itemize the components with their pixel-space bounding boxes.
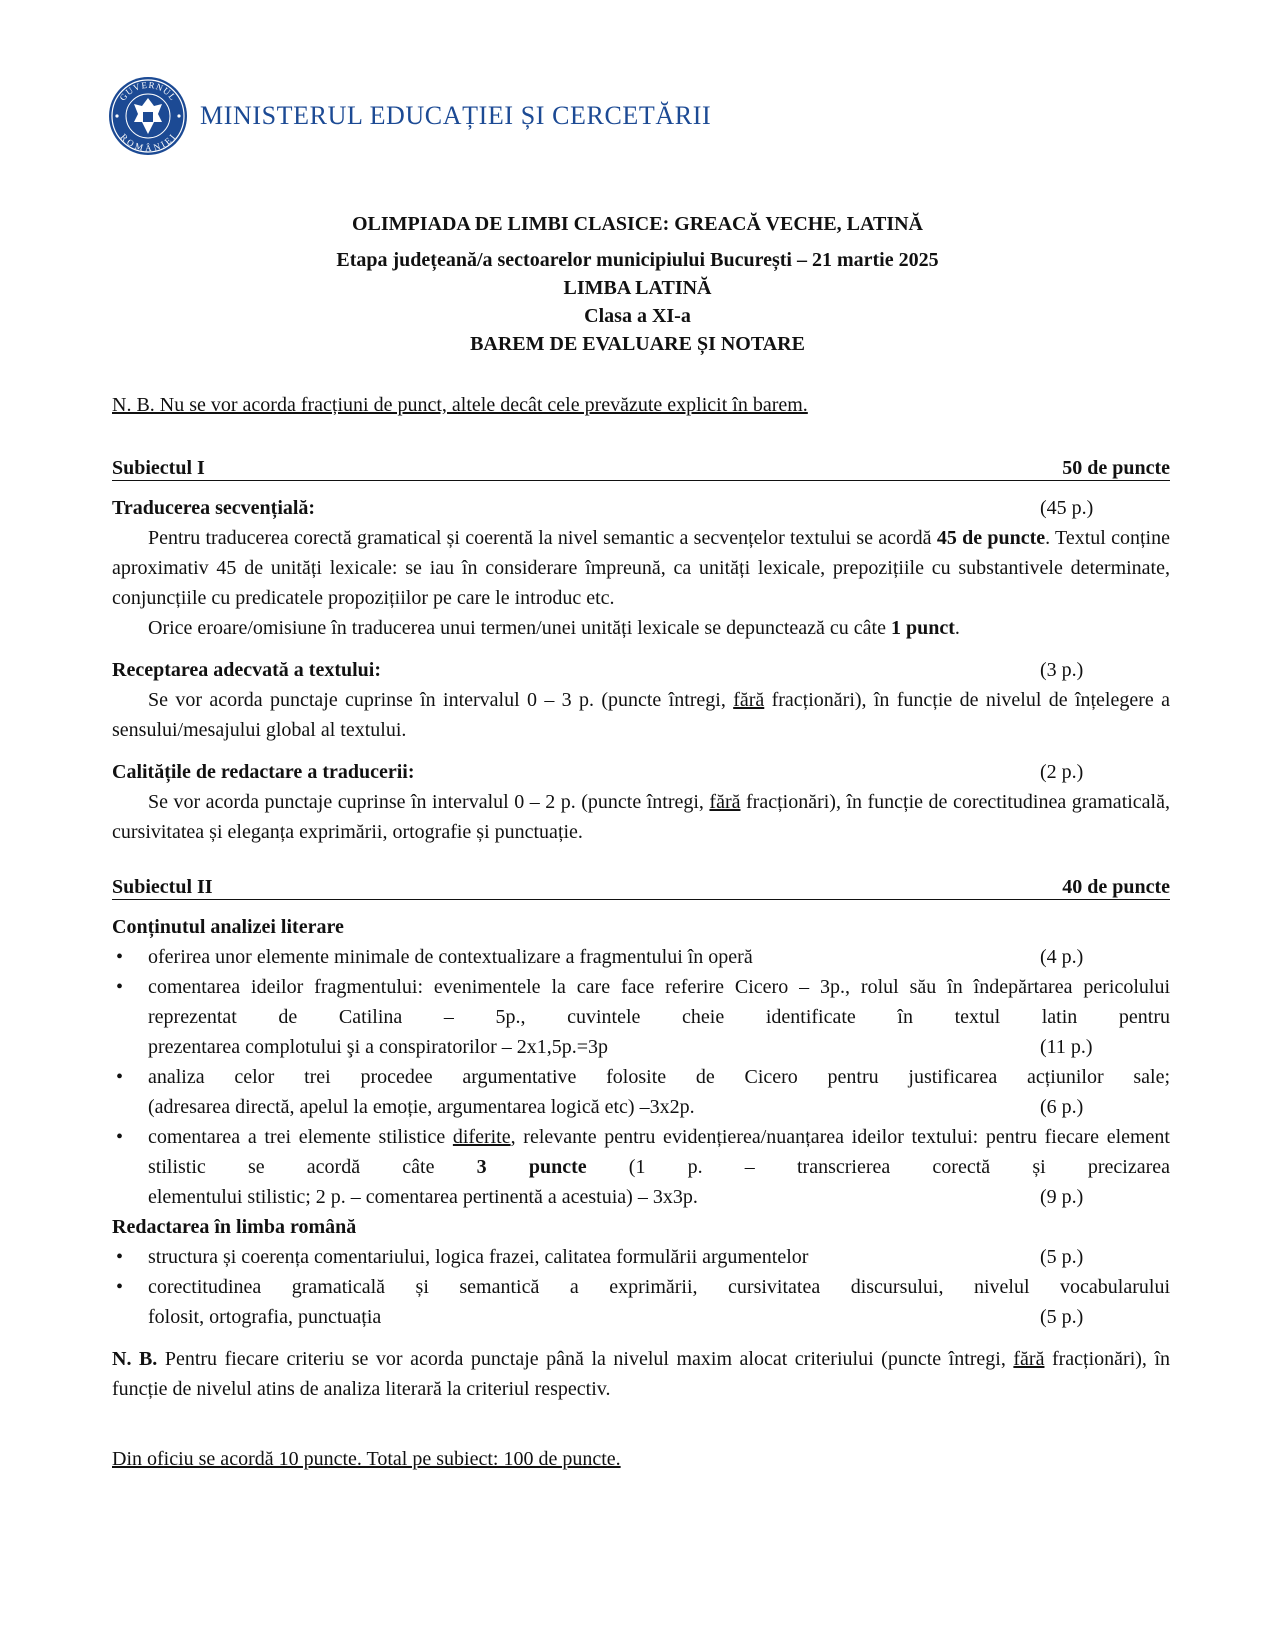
- text: Orice eroare/omisiune în traducerea unui termen/unei unități lexicale se depunctează cu câte: [148, 617, 891, 639]
- reception-paragraph: [112, 685, 1170, 745]
- nb-label: N. B.: [112, 1348, 158, 1370]
- document-titles: [0, 210, 1275, 358]
- bullet-icon: •: [116, 1276, 124, 1298]
- nb-notice-subject-2: [112, 1344, 1170, 1404]
- reception-title: Receptarea adecvată a textului:: [112, 659, 382, 681]
- underlined-text: diferite: [452, 1126, 511, 1148]
- item-text: oferirea unor elemente minimale de contextualizare a fragmentului în operă: [148, 946, 753, 968]
- translation-paragraph-1: [112, 523, 1170, 613]
- subject-1-header: [112, 456, 1170, 481]
- bullet-icon: •: [116, 1066, 124, 1088]
- bold-text: 45 de puncte: [936, 527, 1046, 549]
- item-text: prezentarea complotului şi a conspiratorilor – 2x1,5p.=3p: [148, 1036, 609, 1058]
- text: . Textul conține aproximativ 45 de unități lexicale: se iau în considerare împreună, ca unități lexicale, prepozițiile cu substantivele determinate, conjuncțiile cu predicatele propozițiilor pe care le introduc etc.: [112, 527, 1170, 609]
- ministry-name: MINISTERUL EDUCAȚIEI ȘI CERCETĂRII: [200, 101, 712, 130]
- subject-1-points: 50 de puncte: [1062, 457, 1170, 479]
- text: Se vor acorda punctaje cuprinse în intervalul 0 – 2 p. (puncte întregi,: [148, 791, 710, 813]
- subject-2-points: 40 de puncte: [1062, 876, 1170, 898]
- item-text: structura și coerența comentariului, logica frazei, calitatea formulării argumentelor: [148, 1246, 809, 1268]
- government-seal-icon: [108, 76, 188, 156]
- subject-language: LIMBA LATINĂ: [563, 277, 712, 299]
- stage-date: Etapa județeană/a sectoarelor municipiului București – 21 martie 2025: [336, 249, 939, 271]
- text: fracționări), în funcție de nivelul atins de analiza literară la criteriul respectiv.: [112, 1348, 1171, 1400]
- bullet-icon: •: [116, 946, 124, 968]
- text: .: [954, 617, 960, 639]
- text: Pentru traducerea corectă gramatical și coerentă la nivel semantic a secvențelor textului se acordă: [148, 527, 937, 549]
- translation-title: Traducerea secvențială:: [112, 497, 316, 519]
- item-text: (adresarea directă, apelul la emoție, argumentarea logică etc) –3x2p.: [148, 1096, 695, 1118]
- svg-text:ROMÂNIEI: ROMÂNIEI: [118, 131, 178, 154]
- item-points: (5 p.): [1040, 1246, 1084, 1268]
- subject-1-title: Subiectul I: [112, 457, 205, 479]
- underlined-text: fără: [1013, 1348, 1045, 1370]
- item-points: (6 p.): [1040, 1096, 1084, 1118]
- translation-section-header: [112, 493, 1170, 523]
- item-text: [148, 1122, 1170, 1182]
- item-text: corectitudinea gramaticală și semantică a exprimării, cursivitatea discursului, nivelul vocabularului: [148, 1276, 1170, 1298]
- list-item: [112, 1242, 1170, 1272]
- item-text: analiza celor trei procedee argumentative folosite de Cicero pentru justificarea acțiunilor sale;: [148, 1066, 1170, 1088]
- text: fracționări), în funcție de nivelul de înțelegere a sensului/mesajului global al textului.: [112, 689, 1170, 741]
- document-type: BAREM DE EVALUARE ȘI NOTARE: [470, 333, 805, 355]
- item-text: folosit, ortografia, punctuația: [148, 1306, 382, 1328]
- subject-2-header: [112, 875, 1170, 900]
- text: (1 p. – transcrierea corectă și precizarea: [586, 1156, 1170, 1178]
- item-points: (9 p.): [1040, 1186, 1084, 1208]
- svg-text:GUVERNUL: GUVERNUL: [117, 79, 179, 103]
- bullet-icon: •: [116, 1126, 124, 1148]
- list-item: [112, 942, 1170, 972]
- bullet-icon: •: [116, 1246, 124, 1268]
- document-body: [112, 390, 1170, 1474]
- item-text: elementului stilistic; 2 p. – comentarea pertinentă a acestuia) – 3x3p.: [148, 1186, 698, 1208]
- text: Se vor acorda punctaje cuprinse în intervalul 0 – 3 p. (puncte întregi,: [148, 689, 734, 711]
- page-header: [108, 76, 711, 156]
- item-points: (4 p.): [1040, 946, 1084, 968]
- qualities-paragraph: [112, 787, 1170, 847]
- subject-2-title: Subiectul II: [112, 876, 213, 898]
- nb-notice-top: N. B. Nu se vor acorda fracțiuni de punct, altele decât cele prevăzute explicit în barem.: [112, 394, 808, 416]
- underlined-text: fără: [733, 689, 765, 711]
- translation-points: (45 p.): [1040, 497, 1094, 519]
- list-item: [112, 1062, 1170, 1122]
- list-item: [112, 972, 1170, 1062]
- reception-points: (3 p.): [1040, 659, 1084, 681]
- underlined-text: fără: [709, 791, 741, 813]
- literary-analysis-title: Conținutul analizei literare: [112, 916, 344, 938]
- text: , relevante pentru evidențierea/nuanțarea ideilor textului: pentru fiecare element stilistic se acordă câte: [148, 1126, 1170, 1178]
- bullet-icon: •: [116, 976, 124, 998]
- grade-level: Clasa a XI-a: [584, 305, 691, 327]
- text: fracționări), în funcție de corectitudinea gramaticală, cursivitatea și eleganța exprimării, ortografie și punctuație.: [112, 791, 1170, 843]
- qualities-points: (2 p.): [1040, 761, 1084, 783]
- romanian-writing-list: [112, 1242, 1170, 1332]
- translation-paragraph-2: [112, 613, 1170, 643]
- item-points: (5 p.): [1040, 1306, 1084, 1328]
- olympiad-title: OLIMPIADA DE LIMBI CLASICE: GREACĂ VECHE, LATINĂ: [351, 213, 923, 235]
- bold-text: 3 puncte: [476, 1156, 587, 1178]
- text: Pentru fiecare criteriu se vor acorda punctaje până la nivelul maxim alocat criteriului (puncte întregi,: [157, 1348, 1014, 1370]
- qualities-section-header: [112, 757, 1170, 787]
- item-text: comentarea ideilor fragmentului: evenimentele la care face referire Cicero – 3p., rolul său în îndepărtarea pericolului reprezentat de Catilina – 5p., cuvintele cheie identificate în textul latin pentru: [148, 976, 1170, 1028]
- reception-section-header: [112, 655, 1170, 685]
- text: comentarea a trei elemente stilistice: [148, 1126, 453, 1148]
- romanian-writing-title: Redactarea în limba română: [112, 1216, 357, 1238]
- literary-analysis-list: [112, 942, 1170, 1212]
- list-item: [112, 1272, 1170, 1332]
- list-item: [112, 1122, 1170, 1212]
- final-note: Din oficiu se acordă 10 puncte. Total pe subiect: 100 de puncte.: [112, 1448, 621, 1470]
- item-points: (11 p.): [1040, 1036, 1093, 1058]
- qualities-title: Calitățile de redactare a traducerii:: [112, 761, 415, 783]
- bold-text: 1 punct: [890, 617, 955, 639]
